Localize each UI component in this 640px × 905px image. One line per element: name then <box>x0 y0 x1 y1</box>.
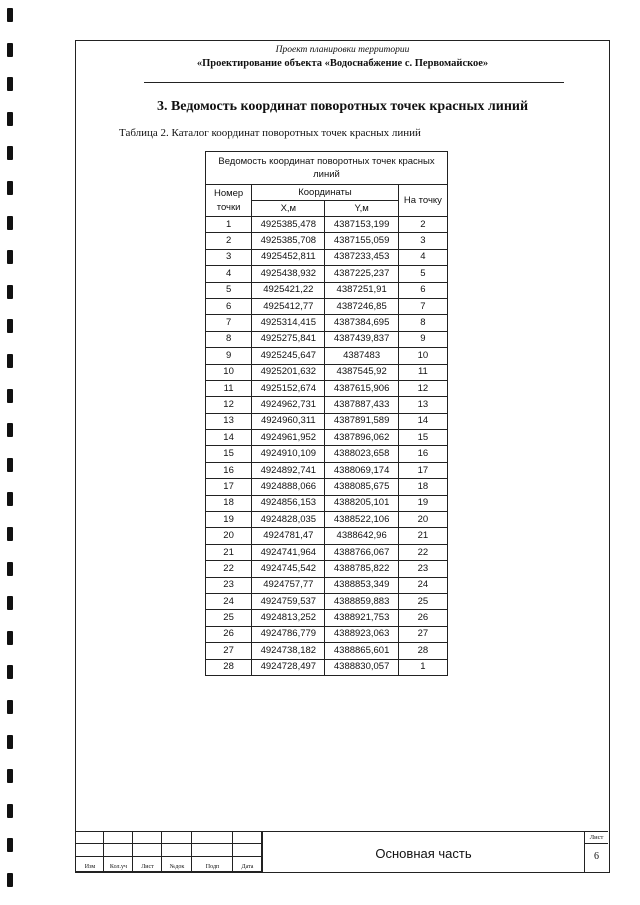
cell-to-point: 6 <box>398 282 447 298</box>
cell-to-point: 11 <box>398 364 447 380</box>
revision-cell <box>162 844 192 857</box>
cell-y: 4387887,433 <box>325 397 398 413</box>
binder-hole <box>7 43 13 57</box>
cell-y: 4387233,453 <box>325 249 398 265</box>
revision-cell <box>104 832 133 844</box>
table-row <box>206 446 448 462</box>
cell-to-point: 23 <box>398 561 447 577</box>
binder-hole <box>7 596 13 610</box>
binder-hole <box>7 562 13 576</box>
cell-y: 4387155,059 <box>325 233 398 249</box>
cell-x: 4925452,811 <box>252 249 325 265</box>
table-row <box>206 512 448 528</box>
table-row <box>206 610 448 626</box>
cell-point-number: 1 <box>206 217 252 233</box>
revision-cell <box>162 832 192 844</box>
cell-point-number: 16 <box>206 462 252 478</box>
cell-x: 4924910,109 <box>252 446 325 462</box>
cell-point-number: 20 <box>206 528 252 544</box>
cell-x: 4925275,841 <box>252 331 325 347</box>
cell-point-number: 21 <box>206 544 252 560</box>
table-row <box>206 266 448 282</box>
cell-y: 4388023,658 <box>325 446 398 462</box>
header-to-point: На точку <box>398 185 447 217</box>
cell-y: 4388921,753 <box>325 610 398 626</box>
cell-y: 4388085,675 <box>325 479 398 495</box>
cell-point-number: 2 <box>206 233 252 249</box>
cell-y: 4388923,063 <box>325 626 398 642</box>
binder-hole <box>7 319 13 333</box>
revision-label: Лист <box>141 864 154 870</box>
cell-x: 4924757,77 <box>252 577 325 593</box>
cell-y: 4387251,91 <box>325 282 398 298</box>
cell-y: 4388859,883 <box>325 593 398 609</box>
cell-to-point: 24 <box>398 577 447 593</box>
cell-point-number: 9 <box>206 348 252 364</box>
table-row <box>206 217 448 233</box>
cell-point-number: 11 <box>206 380 252 396</box>
binder-hole <box>7 838 13 852</box>
cell-y: 4387483 <box>325 348 398 364</box>
cell-point-number: 8 <box>206 331 252 347</box>
cell-point-number: 4 <box>206 266 252 282</box>
cell-y: 4387545,92 <box>325 364 398 380</box>
cell-x: 4925385,478 <box>252 217 325 233</box>
cell-to-point: 22 <box>398 544 447 560</box>
binder-hole <box>7 8 13 22</box>
table-row <box>206 282 448 298</box>
table-row <box>206 479 448 495</box>
cell-point-number: 23 <box>206 577 252 593</box>
revision-cell <box>133 832 162 844</box>
cell-to-point: 25 <box>398 593 447 609</box>
page-frame <box>75 40 610 873</box>
binder-hole <box>7 769 13 783</box>
cell-to-point: 14 <box>398 413 447 429</box>
table-row <box>206 233 448 249</box>
cell-point-number: 27 <box>206 643 252 659</box>
cell-y: 4387225,237 <box>325 266 398 282</box>
cell-x: 4925412,77 <box>252 298 325 314</box>
cell-point-number: 12 <box>206 397 252 413</box>
binder-hole <box>7 665 13 679</box>
cell-to-point: 10 <box>398 348 447 364</box>
cell-y: 4387891,589 <box>325 413 398 429</box>
cell-x: 4924888,066 <box>252 479 325 495</box>
table-row <box>206 430 448 446</box>
cell-point-number: 25 <box>206 610 252 626</box>
cell-x: 4925201,632 <box>252 364 325 380</box>
revision-label: Изм <box>84 864 96 870</box>
cell-to-point: 19 <box>398 495 447 511</box>
table-row <box>206 315 448 331</box>
table-row <box>206 544 448 560</box>
table-row <box>206 380 448 396</box>
section-title: 3. Ведомость координат поворотных точек красных линий <box>156 99 529 114</box>
cell-to-point: 8 <box>398 315 447 331</box>
table-caption: Таблица 2. Каталог координат поворотных точек красных линий <box>119 127 421 139</box>
cell-point-number: 6 <box>206 298 252 314</box>
table-row <box>206 659 448 675</box>
sheet-box <box>584 832 608 872</box>
revision-cell <box>233 844 262 857</box>
table-row <box>206 643 448 659</box>
cell-to-point: 3 <box>398 233 447 249</box>
revision-cell <box>192 844 233 857</box>
cell-to-point: 20 <box>398 512 447 528</box>
table-row <box>206 577 448 593</box>
cell-to-point: 21 <box>398 528 447 544</box>
binder-hole <box>7 735 13 749</box>
cell-y: 4387439,837 <box>325 331 398 347</box>
revision-cell <box>192 832 233 844</box>
cell-point-number: 7 <box>206 315 252 331</box>
binder-hole <box>7 181 13 195</box>
cell-point-number: 18 <box>206 495 252 511</box>
cell-point-number: 14 <box>206 430 252 446</box>
cell-y: 4388830,057 <box>325 659 398 675</box>
cell-x: 4925438,932 <box>252 266 325 282</box>
binder-hole <box>7 146 13 160</box>
cell-x: 4925421,22 <box>252 282 325 298</box>
cell-to-point: 1 <box>398 659 447 675</box>
cell-point-number: 13 <box>206 413 252 429</box>
revision-label: Подп <box>205 864 220 870</box>
table-row <box>206 298 448 314</box>
cell-x: 4924745,542 <box>252 561 325 577</box>
cell-point-number: 19 <box>206 512 252 528</box>
title-block-name: Основная часть <box>262 832 584 872</box>
cell-to-point: 9 <box>398 331 447 347</box>
revision-label: Кол.уч <box>109 864 128 870</box>
cell-to-point: 15 <box>398 430 447 446</box>
table-row <box>206 495 448 511</box>
revision-cell <box>133 844 162 857</box>
cell-point-number: 3 <box>206 249 252 265</box>
cell-y: 4388069,174 <box>325 462 398 478</box>
cell-x: 4924960,311 <box>252 413 325 429</box>
cell-x: 4925385,708 <box>252 233 325 249</box>
cell-y: 4388205,101 <box>325 495 398 511</box>
table-row <box>206 462 448 478</box>
cell-to-point: 12 <box>398 380 447 396</box>
cell-to-point: 27 <box>398 626 447 642</box>
cell-to-point: 13 <box>398 397 447 413</box>
cell-x: 4925245,647 <box>252 348 325 364</box>
object-header-line: «Проектирование объекта «Водоснабжение с. Первомайское» <box>196 58 489 69</box>
cell-point-number: 26 <box>206 626 252 642</box>
table-title: Ведомость координат поворотных точек красных линий <box>206 152 448 185</box>
binder-hole <box>7 423 13 437</box>
cell-x: 4924728,497 <box>252 659 325 675</box>
table-row <box>206 249 448 265</box>
cell-to-point: 16 <box>398 446 447 462</box>
cell-y: 4388766,067 <box>325 544 398 560</box>
cell-x: 4924781,47 <box>252 528 325 544</box>
cell-y: 4387615,906 <box>325 380 398 396</box>
cell-x: 4924962,731 <box>252 397 325 413</box>
cell-x: 4924892,741 <box>252 462 325 478</box>
project-header-line: Проект планировки территории <box>275 45 410 55</box>
cell-to-point: 18 <box>398 479 447 495</box>
cell-y: 4388865,601 <box>325 643 398 659</box>
binder-hole <box>7 285 13 299</box>
cell-to-point: 4 <box>398 249 447 265</box>
table-row <box>206 364 448 380</box>
table-row <box>206 397 448 413</box>
cell-point-number: 24 <box>206 593 252 609</box>
cell-x: 4924813,252 <box>252 610 325 626</box>
revision-cell <box>233 832 262 844</box>
binder-hole <box>7 458 13 472</box>
cell-y: 4387384,695 <box>325 315 398 331</box>
cell-y: 4387246,85 <box>325 298 398 314</box>
binder-hole <box>7 804 13 818</box>
revision-label: №док <box>169 864 185 870</box>
cell-x: 4924828,035 <box>252 512 325 528</box>
header-x: X,м <box>252 201 325 217</box>
cell-y: 4388785,822 <box>325 561 398 577</box>
cell-x: 4924961,952 <box>252 430 325 446</box>
binder-holes <box>7 0 19 905</box>
table-row <box>206 593 448 609</box>
binder-hole <box>7 77 13 91</box>
header-divider <box>144 82 564 83</box>
cell-y: 4388853,349 <box>325 577 398 593</box>
binder-hole <box>7 492 13 506</box>
cell-x: 4924856,153 <box>252 495 325 511</box>
revision-grid <box>76 832 262 872</box>
revision-cell <box>76 832 104 844</box>
cell-to-point: 17 <box>398 462 447 478</box>
cell-point-number: 22 <box>206 561 252 577</box>
binder-hole <box>7 700 13 714</box>
cell-point-number: 28 <box>206 659 252 675</box>
cell-x: 4925314,415 <box>252 315 325 331</box>
table-row <box>206 331 448 347</box>
cell-y: 4388642,96 <box>325 528 398 544</box>
cell-to-point: 28 <box>398 643 447 659</box>
sheet-label: Лист <box>585 832 608 844</box>
table-row <box>206 528 448 544</box>
cell-to-point: 7 <box>398 298 447 314</box>
cell-y: 4387153,199 <box>325 217 398 233</box>
cell-y: 4387896,062 <box>325 430 398 446</box>
binder-hole <box>7 389 13 403</box>
cell-point-number: 5 <box>206 282 252 298</box>
binder-hole <box>7 527 13 541</box>
header-point-number: Номер точки <box>206 185 252 217</box>
cell-y: 4388522,106 <box>325 512 398 528</box>
table-row <box>206 561 448 577</box>
cell-x: 4925152,674 <box>252 380 325 396</box>
cell-x: 4924759,537 <box>252 593 325 609</box>
binder-hole <box>7 873 13 887</box>
cell-x: 4924738,182 <box>252 643 325 659</box>
header-coordinates: Координаты <box>252 185 399 201</box>
revision-label: Дата <box>241 864 254 870</box>
cell-point-number: 17 <box>206 479 252 495</box>
header-y: Y,м <box>325 201 398 217</box>
table-row <box>206 348 448 364</box>
cell-to-point: 5 <box>398 266 447 282</box>
revision-cell <box>76 844 104 857</box>
binder-hole <box>7 250 13 264</box>
cell-x: 4924741,964 <box>252 544 325 560</box>
cell-x: 4924786,779 <box>252 626 325 642</box>
cell-point-number: 10 <box>206 364 252 380</box>
binder-hole <box>7 216 13 230</box>
title-block <box>76 831 608 872</box>
cell-point-number: 15 <box>206 446 252 462</box>
table-row <box>206 413 448 429</box>
table-row <box>206 626 448 642</box>
binder-hole <box>7 631 13 645</box>
cell-to-point: 26 <box>398 610 447 626</box>
coordinates-table <box>205 151 448 676</box>
binder-hole <box>7 354 13 368</box>
cell-to-point: 2 <box>398 217 447 233</box>
sheet-number: 6 <box>594 851 599 862</box>
binder-hole <box>7 112 13 126</box>
revision-cell <box>104 844 133 857</box>
